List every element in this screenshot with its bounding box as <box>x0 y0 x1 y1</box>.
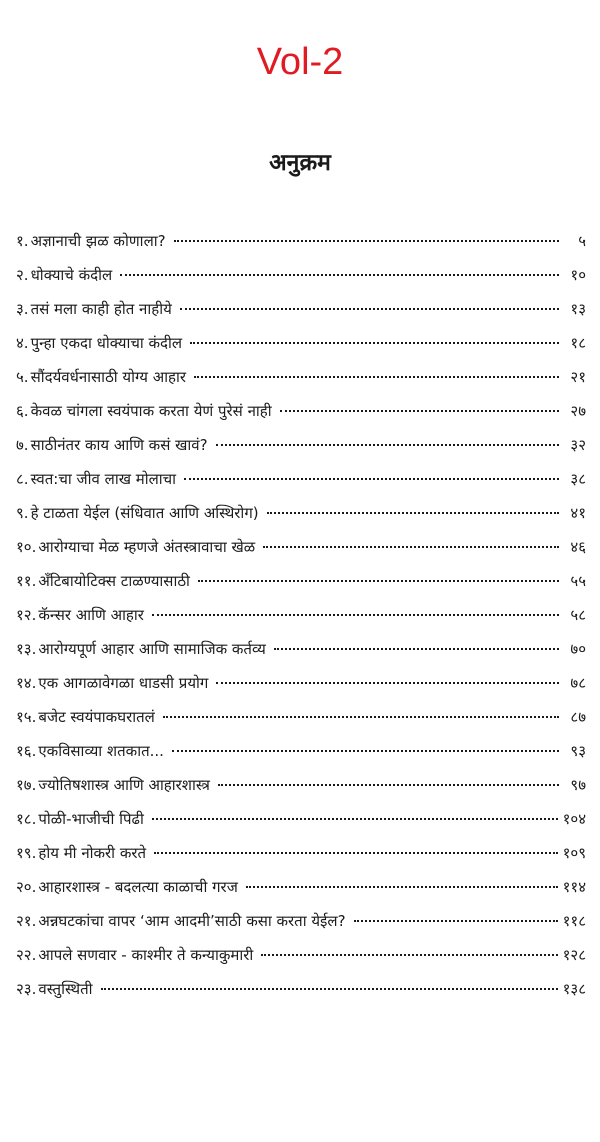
volume-label: Vol-2 <box>256 41 344 83</box>
toc-entry-title: सौंदर्यवर्धनासाठी योग्य आहार <box>30 368 187 386</box>
toc-entry <box>16 904 586 938</box>
toc-entry <box>16 530 586 564</box>
toc-entry-title: अज्ञानाची झळ कोणाला? <box>30 232 166 250</box>
toc-entry-title: होय मी नोकरी करते <box>38 844 147 862</box>
toc-entry-number: १८. <box>16 810 37 828</box>
dot-leader <box>163 716 559 718</box>
toc-entry <box>16 564 586 598</box>
toc-entry-title: कॅन्सर आणि आहार <box>38 606 144 624</box>
toc-entry-page: ३२ <box>570 436 586 454</box>
toc-entry-page: २७ <box>570 402 586 420</box>
toc-entry <box>16 428 586 462</box>
toc-entry <box>16 870 586 904</box>
toc-entry-number: ५. <box>16 368 29 386</box>
toc-entry <box>16 972 586 1006</box>
toc-entry-page: ३८ <box>570 470 586 488</box>
toc-entry <box>16 360 586 394</box>
toc-entry-title: वस्तुस्थिती <box>38 980 93 998</box>
toc-entry-page: १३८ <box>562 980 586 998</box>
toc-entry-number: ६. <box>16 402 29 420</box>
toc-entry-number: २३. <box>16 980 37 998</box>
toc-entry-page: ११८ <box>562 912 586 930</box>
toc-entry <box>16 836 586 870</box>
toc-entry-number: १०. <box>16 538 37 556</box>
toc-entry-number: ८. <box>16 470 29 488</box>
dot-leader <box>216 444 559 446</box>
dot-leader <box>152 614 559 616</box>
toc-entry-number: १७. <box>16 776 37 794</box>
toc-entry-number: १५. <box>16 708 37 726</box>
toc-entry-title: अन्नघटकांचा वापर ‘आम आदमी’साठी कसा करता येईल? <box>38 912 346 930</box>
toc-entry-page: २१ <box>570 368 586 386</box>
toc-entry-title: केवळ चांगला स्वयंपाक करता येणं पुरेसं नाही <box>30 402 272 420</box>
toc-entry <box>16 292 586 326</box>
toc-entry-page: ५८ <box>570 606 586 624</box>
toc-entry <box>16 938 586 972</box>
toc-entry-title: आहारशास्त्र - बदलत्या काळाची गरज <box>38 878 238 896</box>
toc-entry-page: १२८ <box>562 946 586 964</box>
dot-leader <box>280 410 559 412</box>
toc-entry <box>16 632 586 666</box>
toc-entry-title: पुन्हा एकदा धोक्याचा कंदील <box>30 334 183 352</box>
toc-entry-page: ८७ <box>570 708 586 726</box>
toc-entry-title: एक आगळावेगळा धाडसी प्रयोग <box>38 674 209 692</box>
toc-entry-page: १० <box>570 266 586 284</box>
dot-leader <box>354 920 558 922</box>
dot-leader <box>263 546 559 548</box>
toc-entry-number: १६. <box>16 742 37 760</box>
toc-entry-number: १. <box>16 232 29 250</box>
toc-entry-page: ५५ <box>570 572 586 590</box>
dot-leader <box>261 954 557 956</box>
toc-entry-title: आरोग्याचा मेळ म्हणजे अंतस्त्रावाचा खेळ <box>38 538 256 556</box>
toc-entry-number: २१. <box>16 912 37 930</box>
toc-entry <box>16 394 586 428</box>
toc-entry <box>16 258 586 292</box>
dot-leader <box>194 376 559 378</box>
toc-entry-number: १९. <box>16 844 37 862</box>
toc-entry-page: १०९ <box>562 844 586 862</box>
toc-entry <box>16 768 586 802</box>
toc-entry <box>16 496 586 530</box>
toc-entry <box>16 666 586 700</box>
toc-entry-page: १३ <box>570 300 586 318</box>
toc-entry-title: स्वत:चा जीव लाख मोलाचा <box>30 470 177 488</box>
toc-entry <box>16 734 586 768</box>
toc-entry <box>16 802 586 836</box>
toc-entry-title: बजेट स्वयंपाकघरातलं <box>38 708 155 726</box>
toc-entry-title: साठीनंतर काय आणि कसं खावं? <box>30 436 208 454</box>
toc-entry-page: ४१ <box>570 504 586 522</box>
dot-leader <box>180 308 559 310</box>
toc-entry-page: १८ <box>570 334 586 352</box>
dot-leader <box>190 342 559 344</box>
dot-leader <box>274 648 559 650</box>
toc-entry-number: ११. <box>16 572 37 590</box>
toc-entry-number: २२. <box>16 946 37 964</box>
toc-entry-page: ४६ <box>570 538 586 556</box>
dot-leader <box>172 750 559 752</box>
toc-entry-title: एकविसाव्या शतकात... <box>38 742 164 760</box>
toc-entry <box>16 700 586 734</box>
toc-entry-page: ५ <box>578 232 586 250</box>
dot-leader <box>120 274 559 276</box>
toc-entry-number: ९. <box>16 504 29 522</box>
toc-entry-title: हे टाळता येईल (संधिवात आणि अस्थिरोग) <box>30 504 259 522</box>
toc-entry-page: ११४ <box>562 878 586 896</box>
toc-entry-number: १३. <box>16 640 37 658</box>
toc-entry-number: २. <box>16 266 29 284</box>
dot-leader <box>184 478 559 480</box>
dot-leader <box>246 886 558 888</box>
toc-entry-page: ९७ <box>570 776 586 794</box>
dot-leader <box>198 580 559 582</box>
toc-entry-number: १२. <box>16 606 37 624</box>
toc-entry <box>16 462 586 496</box>
toc-entry <box>16 326 586 360</box>
toc-entry-page: ९३ <box>570 742 586 760</box>
toc-entry-title: ज्योतिषशास्त्र आणि आहारशास्त्र <box>38 776 210 794</box>
toc-entry-title: आपले सणवार - काश्मीर ते कन्याकुमारी <box>38 946 254 964</box>
dot-leader <box>216 682 559 684</box>
dot-leader <box>152 818 558 820</box>
toc-entry <box>16 598 586 632</box>
toc-entry-number: २०. <box>16 878 37 896</box>
toc-entry-title: धोक्याचे कंदील <box>30 266 113 284</box>
toc-entry-page: ७८ <box>570 674 586 692</box>
toc-entry <box>16 224 586 258</box>
dot-leader <box>101 988 558 990</box>
toc-entry-number: ४. <box>16 334 29 352</box>
dot-leader <box>267 512 559 514</box>
toc-list <box>16 224 586 1006</box>
toc-entry-title: अँटिबायोटिक्स टाळण्यासाठी <box>38 572 190 590</box>
toc-entry-page: ७० <box>570 640 586 658</box>
toc-entry-title: आरोग्यपूर्ण आहार आणि सामाजिक कर्तव्य <box>38 640 266 658</box>
toc-entry-page: १०४ <box>562 810 586 828</box>
toc-heading: अनुक्रम <box>269 150 331 176</box>
toc-entry-number: १४. <box>16 674 37 692</box>
toc-entry-title: पोळी-भाजीची पिढी <box>38 810 144 828</box>
dot-leader <box>218 784 559 786</box>
dot-leader <box>154 852 558 854</box>
dot-leader <box>174 240 559 242</box>
toc-entry-title: तसं मला काही होत नाहीये <box>30 300 172 318</box>
toc-entry-number: ३. <box>16 300 29 318</box>
toc-entry-number: ७. <box>16 436 29 454</box>
